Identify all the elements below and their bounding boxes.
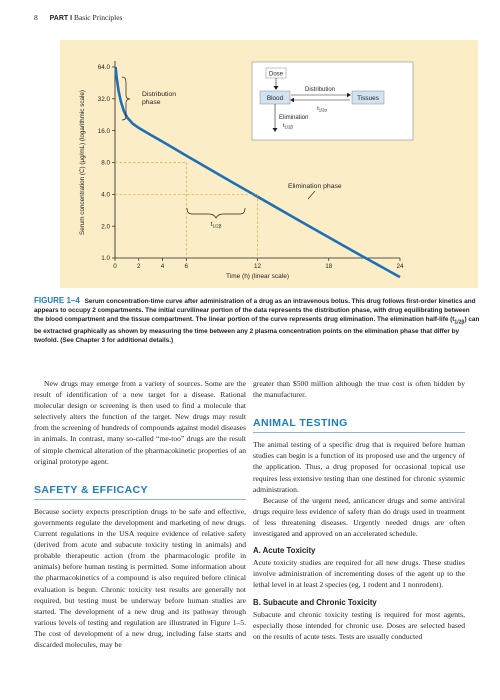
y-tick-label: 32.0 — [97, 96, 110, 104]
safety-efficacy-heading: SAFETY & EFFICACY — [34, 485, 246, 500]
safety-paragraph: Because society expects prescription drugs to be safe and effective, governments regulate the development and marketing of new drugs. Current regulations in the USA require evidence of relative safety (derived from acute and subacute toxicity testing in animals) and probable therapeutic action (from the pharmacologic profile in animals) before human testing is permitted. Some information about the pharmacokinetics of a compound is also required before clinical evaluation is begun. Chronic toxicity test results are generally not required, but testing must be underway before human studies are started. The development of a new drug and its pathway through various levels of testing and regulation are illustrated in Figure 1–5. The cost of development of a new drug, including false starts and discarded molecules, may be — [34, 506, 246, 649]
y-axis-label: Serum concentration (C) (μg/mL) (logarithmic scale) — [79, 89, 86, 236]
page-number: 8 — [34, 13, 38, 22]
intro-paragraph: New drugs may emerge from a variety of sources. Some are the result of identification of a new target for a disease. Rational molecular design or screening is then used to find a molecule that selectively alters the function of the target. New drugs may result from the screening of hundreds of compounds against model diseases in animals. In contrast, many so-called “me-too” drugs are the result of simple chemical alteration of the pharmacokinetic properties of an original prototype agent. — [34, 379, 246, 466]
elimination-phase-label: Elimination phase — [288, 183, 342, 190]
x-tick-label: 4 — [160, 263, 165, 270]
blood-label: Blood — [266, 95, 284, 102]
distribution-brace — [122, 77, 130, 120]
y-tick-label: 8.0 — [101, 159, 110, 167]
left-column — [34, 378, 246, 650]
running-head — [34, 13, 122, 22]
caption-subscript: 1/2β — [454, 319, 465, 326]
right-column — [253, 378, 465, 642]
acute-toxicity-paragraph: Acute toxicity studies are required for all new drugs. These studies involve administration of incrementing doses of the agent up to the lethal level in at least 2 species (eg, 1 rodent and 1 nonrodent). — [253, 558, 465, 590]
elimination-pointer — [308, 191, 315, 199]
caption-text-1: Serum concentration-time curve after administration of a drug as an intravenous bolus. This drug follows first-order kinetics and appears to occupy 2 compartments. The initial curvilinear portion of the data represents the distribution phase, with drug equilibrating between the blood compartment and the tissue compartment. The linear portion of the curve represents drug elimination. The elimination half-life (t — [34, 298, 476, 323]
y-tick-label: 4.0 — [101, 191, 110, 199]
elimination-label: Elimination — [279, 115, 309, 121]
concentration-time-chart — [60, 40, 478, 288]
part-label: PART I — [49, 15, 73, 22]
y-tick-label: 16.0 — [97, 127, 110, 135]
dose-label: Dose — [268, 71, 284, 78]
elimination-half-life: $t_{1/2\beta}$ — [283, 123, 293, 130]
x-axis-label: Time (h) (linear scale) — [226, 273, 289, 280]
x-tick-label: 12 — [253, 263, 262, 270]
y-tick-label: 1.0 — [101, 255, 110, 263]
y-tick-label: 2.0 — [101, 223, 110, 231]
half-life-brace — [187, 208, 245, 218]
figure-caption — [34, 296, 480, 345]
x-tick-label: 6 — [184, 263, 189, 270]
animal-testing-paragraph-1: The animal testing of a specific drug that is required before human studies can begin is a function of its proposed use and the urgency of the application. Thus, a drug proposed for occasional topical use requires less extensive testing than one destined for chronic systemic administration. — [253, 440, 465, 494]
caption-text-2: ) can be extracted graphically as shown by measuring the time between any 2 plasma concentration points on the elimination phase that differ by twofold. (See Chapter 3 for additional details.) — [34, 316, 480, 345]
chronic-toxicity-heading: B. Subacute and Chronic Toxicity — [253, 597, 377, 607]
part-title: Basic Principles — [73, 13, 123, 22]
y-tick-label: 64.0 — [97, 64, 110, 72]
x-tick-label: 18 — [325, 263, 333, 270]
acute-toxicity-heading: A. Acute Toxicity — [253, 546, 316, 556]
compartment-inset — [252, 62, 413, 140]
distribution-phase-label-2: phase — [142, 99, 161, 106]
x-tick-label: 2 — [136, 263, 141, 270]
x-tick-label: 0 — [113, 263, 117, 270]
x-tick-label: 24 — [396, 263, 404, 270]
half-life-label: $t_{1/2\beta}$ — [210, 221, 222, 229]
animal-testing-paragraph-2: Because of the urgent need, anticancer drugs and some antiviral drugs require less evidence of safety than do drugs used in treatment of less threatening diseases. Urgently needed drugs are often investigated and approved on an accelerated schedule. — [253, 495, 465, 539]
cost-paragraph: greater than $500 million although the true cost is often hidden by the manufacturer. — [253, 379, 465, 400]
tissues-label: Tissues — [357, 95, 379, 102]
animal-testing-heading: ANIMAL TESTING — [253, 418, 465, 433]
distribution-phase-label-1: Distribution — [142, 91, 176, 98]
distribution-half-life: $t_{1/2\alpha}$ — [317, 106, 327, 113]
figure-label: FIGURE 1–4 — [34, 296, 80, 305]
chronic-toxicity-paragraph: Subacute and chronic toxicity testing is required for most agents, especially those intended for chronic use. Doses are selected based on the results of acute tests. Tests are usually conducted — [253, 609, 465, 641]
distribution-label: Distribution — [304, 87, 336, 93]
